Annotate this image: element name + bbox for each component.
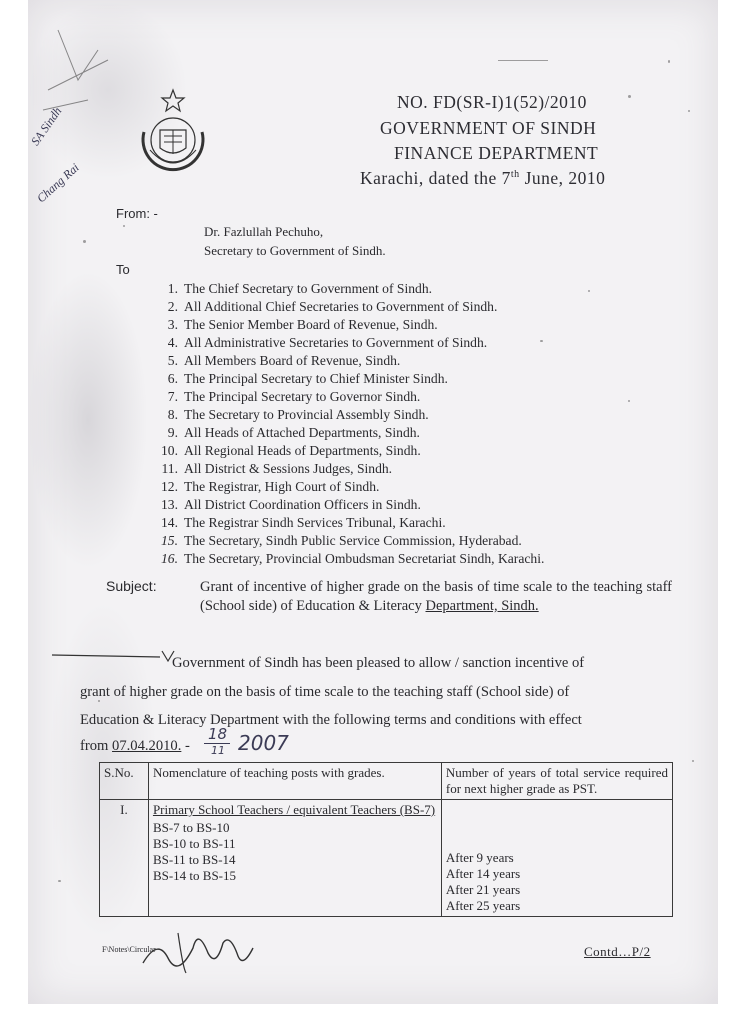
- table-row: [100, 800, 673, 917]
- scan-stain: [28, 270, 148, 570]
- list-text: The Secretary, Provincial Ombudsman Secretariat Sindh, Karachi.: [184, 551, 545, 566]
- row-grades: [148, 800, 441, 917]
- list-number: 15.: [161, 533, 178, 548]
- list-item: [138, 299, 497, 317]
- row-years: [441, 800, 672, 917]
- list-item: [138, 551, 544, 569]
- scan-speck: [123, 225, 125, 227]
- handwritten-fraction-top: 18: [208, 725, 228, 743]
- list-number: 1.: [167, 281, 178, 296]
- row-sno: I.: [100, 800, 149, 917]
- subject-text: [200, 578, 672, 616]
- scan-speck: [688, 110, 690, 112]
- list-item: [138, 425, 420, 443]
- list-item: [138, 371, 448, 389]
- list-number: 16.: [161, 551, 178, 566]
- list-item: [138, 407, 429, 425]
- list-text: All District Coordination Officers in Sindh.: [184, 497, 421, 512]
- list-item: [138, 389, 420, 407]
- list-number: 10.: [161, 443, 178, 458]
- list-text: All District & Sessions Judges, Sindh.: [184, 461, 393, 476]
- list-item: [138, 353, 400, 371]
- list-item: [138, 461, 392, 479]
- list-number: 8.: [167, 407, 178, 422]
- scan-speck: [58, 880, 61, 882]
- grade-range: BS-10 to BS-11: [152, 836, 236, 851]
- paragraph-mark: [50, 645, 190, 665]
- to-label: To: [116, 262, 130, 277]
- list-text: The Secretary, Sindh Public Service Commission, Hyderabad.: [184, 533, 522, 548]
- grade-range: BS-7 to BS-10: [152, 820, 230, 835]
- dated-suffix: June, 2010: [519, 168, 606, 188]
- list-number: 12.: [161, 479, 178, 494]
- sender-name: Dr. Fazlullah Pechuho,: [204, 224, 324, 239]
- years-value: After 25 years: [445, 898, 521, 913]
- sender-title: Secretary to Government of Sindh.: [204, 243, 386, 258]
- file-path-note: F\Notes\Circular: [102, 945, 156, 954]
- list-text: All Additional Chief Secretaries to Government of Sindh.: [184, 299, 498, 314]
- government-heading: GOVERNMENT OF SINDH: [380, 118, 597, 138]
- list-item: [138, 533, 522, 551]
- sindh-government-emblem: [136, 88, 210, 180]
- list-number: 5.: [167, 353, 178, 368]
- grade-range: BS-14 to BS-15: [152, 868, 237, 883]
- scan-speck: [692, 760, 694, 762]
- list-item: [138, 281, 432, 299]
- continued-marker: Contd…P/2: [584, 944, 651, 959]
- list-text: All Heads of Attached Departments, Sindh.: [184, 425, 420, 440]
- grade-table: [99, 762, 673, 917]
- handwritten-year: 2007: [238, 731, 289, 755]
- list-number: 3.: [167, 317, 178, 332]
- list-text: The Chief Secretary to Government of Sindh.: [184, 281, 433, 296]
- scan-speck: [498, 60, 548, 61]
- table-header-row: [100, 763, 673, 800]
- list-item: [138, 515, 446, 533]
- scan-speck: [83, 240, 86, 243]
- body-line-1: Government of Sindh has been pleased to allow / sanction incentive of: [172, 655, 585, 671]
- scan-speck: [668, 60, 670, 63]
- list-number: 13.: [161, 497, 178, 512]
- header-nomenclature: Nomenclature of teaching posts with grades.: [148, 763, 441, 800]
- list-text: All Regional Heads of Departments, Sindh.: [184, 443, 421, 458]
- scan-speck: [628, 400, 630, 402]
- margin-note-chang: Chang Rai: [34, 160, 82, 206]
- handwritten-fraction-bottom: 11: [211, 744, 225, 757]
- body-line-4-prefix: from: [80, 738, 113, 754]
- row-category: Primary School Teachers / equivalent Teachers (BS-7): [152, 802, 436, 817]
- list-item: [138, 317, 438, 335]
- list-number: 6.: [167, 371, 178, 386]
- list-item: [138, 479, 379, 497]
- list-item: [138, 335, 487, 353]
- body-line-2: grant of higher grade on the basis of time scale to the teaching staff (School side) of: [80, 684, 570, 700]
- list-text: The Senior Member Board of Revenue, Sindh.: [184, 317, 438, 332]
- scan-speck: [588, 290, 590, 292]
- list-item: [138, 497, 421, 515]
- body-line-3: Education & Literacy Department with the following terms and conditions with effect: [80, 712, 582, 728]
- list-number: 4.: [167, 335, 178, 350]
- effective-date: 07.04.2010.: [112, 738, 182, 754]
- list-text: The Registrar Sindh Services Tribunal, Karachi.: [184, 515, 446, 530]
- list-number: 11.: [161, 461, 178, 476]
- list-text: All Administrative Secretaries to Government of Sindh.: [184, 335, 488, 350]
- body-line-4-suffix: -: [181, 738, 190, 754]
- list-text: The Registrar, High Court of Sindh.: [184, 479, 380, 494]
- file-number: NO. FD(SR-I)1(52)/2010: [397, 92, 587, 112]
- margin-note-sa: SA Sindh: [28, 104, 65, 149]
- list-number: 7.: [167, 389, 178, 404]
- list-number: 9.: [167, 425, 178, 440]
- header-sno: S.No.: [100, 763, 149, 800]
- subject-label: Subject:: [106, 578, 157, 594]
- header-years: Number of years of total service required for next higher grade as PST.: [441, 763, 672, 800]
- list-number: 14.: [161, 515, 178, 530]
- dated-sup: th: [510, 169, 520, 181]
- list-text: The Secretary to Provincial Assembly Sindh.: [184, 407, 429, 422]
- dated-line: [360, 168, 605, 189]
- years-value: After 14 years: [445, 866, 521, 881]
- dated-prefix: Karachi, dated the 7: [360, 168, 511, 188]
- scan-speck: [628, 95, 631, 98]
- department-heading: FINANCE DEPARTMENT: [394, 143, 599, 163]
- list-text: All Members Board of Revenue, Sindh.: [184, 353, 401, 368]
- subject-text-plain: Grant of incentive of higher grade on the basis of time scale to the teaching staff (School side) of Education & Literacy: [200, 579, 672, 614]
- grade-range: BS-11 to BS-14: [152, 852, 236, 867]
- signature: [138, 918, 258, 978]
- list-text: The Principal Secretary to Chief Minister Sindh.: [184, 371, 448, 386]
- list-item: [138, 443, 421, 461]
- list-text: The Principal Secretary to Governor Sindh.: [184, 389, 421, 404]
- years-value: After 21 years: [445, 882, 521, 897]
- scan-speck: [540, 340, 543, 342]
- body-line-4: [80, 738, 190, 755]
- years-value: After 9 years: [445, 850, 514, 865]
- list-number: 2.: [167, 299, 178, 314]
- from-label: From: -: [116, 206, 158, 221]
- document-page: [28, 0, 718, 1004]
- subject-text-underlined: Department, Sindh.: [425, 598, 539, 614]
